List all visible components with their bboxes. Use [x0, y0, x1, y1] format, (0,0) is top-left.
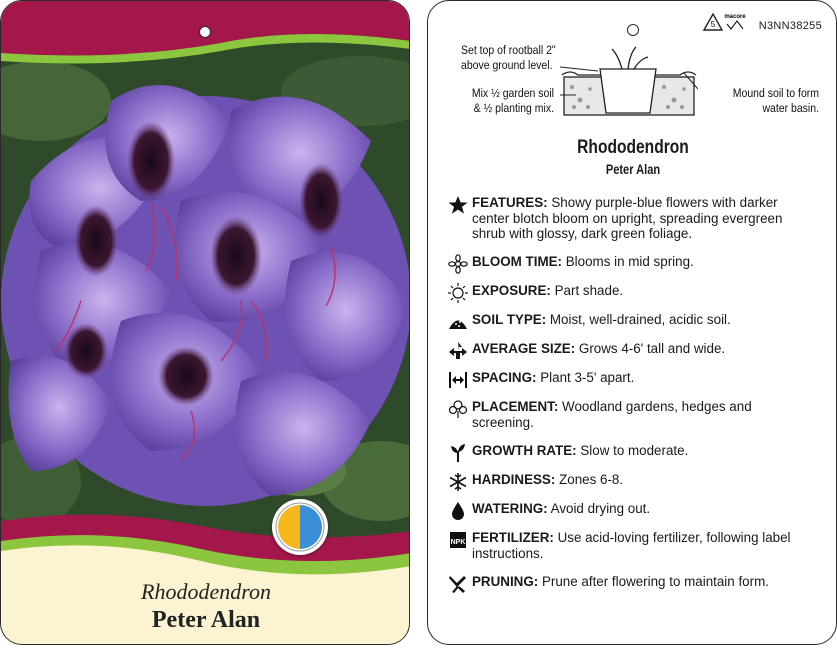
size-icon: [447, 340, 469, 362]
feature-row-growth-rate: GROWTH RATE: Slow to moderate.: [447, 443, 817, 464]
planting-instruction-mound: Mound soil to form water basin.: [732, 86, 819, 115]
feature-row-pruning: PRUNING: Prune after flowering to maintain form.: [447, 574, 817, 595]
placement-icon: [447, 398, 469, 420]
feature-text: Slow to moderate.: [580, 443, 689, 458]
hang-hole: [627, 24, 639, 36]
svg-text:macore: macore: [724, 14, 746, 20]
feature-row-soil-type: SOIL TYPE: Moist, well-drained, acidic soil.: [447, 312, 817, 333]
feature-label: SPACING: [472, 370, 533, 385]
feature-text: Showy purple-blue flowers with darker center blotch bloom on upright, spreading evergreen shrub with glossy, dark green foliage.: [472, 195, 783, 241]
feature-label: WATERING: [472, 501, 544, 516]
star-icon: [447, 194, 469, 216]
feature-text: Avoid drying out.: [550, 501, 651, 516]
svg-text:NPK: NPK: [450, 539, 466, 546]
feature-row-fertilizer: NPK FERTILIZER: Use acid-loving fertilizer, following label instructions.: [447, 530, 817, 561]
feature-text: Woodland gardens, hedges and screening.: [472, 399, 752, 430]
hang-hole: [199, 26, 211, 38]
feature-label: FEATURES: [472, 195, 544, 210]
feature-label: GROWTH RATE: [472, 443, 573, 458]
back-title: Rhododendron: [577, 137, 689, 158]
feature-text: Prune after flowering to maintain form.: [541, 574, 769, 589]
feature-row-placement: PLACEMENT: Woodland gardens, hedges and screening.: [447, 399, 817, 430]
feature-row-watering: WATERING: Avoid drying out.: [447, 501, 817, 522]
feature-label: BLOOM TIME: [472, 254, 558, 269]
feature-label: FERTILIZER: [472, 530, 550, 545]
svg-text:5: 5: [710, 20, 716, 29]
npk-icon: [447, 529, 469, 551]
soil-icon: [447, 311, 469, 333]
front-tag: [0, 0, 410, 645]
planting-instruction-top: Set top of rootball 2" above ground level.: [461, 43, 556, 72]
exposure-badge-icon: [272, 499, 328, 555]
feature-text: Grows 4-6' tall and wide.: [578, 341, 726, 356]
feature-text: Blooms in mid spring.: [565, 254, 694, 269]
spacing-icon: [447, 369, 469, 391]
feature-text: Plant 3-5' apart.: [540, 370, 635, 385]
feature-text: Part shade.: [554, 283, 624, 298]
planting-diagram-icon: [560, 45, 698, 119]
feature-text: Zones 6-8.: [559, 472, 624, 487]
front-common-name: Rhododendron: [141, 579, 271, 604]
sku-code: N3NN38255: [758, 20, 822, 32]
feature-label: HARDINESS: [472, 472, 551, 487]
pruner-icon: [447, 573, 469, 595]
recycle-logo-icon: [701, 10, 749, 32]
feature-label: SOIL TYPE: [472, 312, 542, 327]
planting-instruction-mix: Mix ½ garden soil & ½ planting mix.: [471, 86, 554, 115]
feature-row-hardiness: HARDINESS: Zones 6-8.: [447, 472, 817, 493]
front-cultivar-name: Peter Alan: [151, 607, 261, 633]
feature-label: PRUNING: [472, 574, 534, 589]
sun-icon: [447, 282, 469, 304]
back-subtitle: Peter Alan: [605, 162, 661, 177]
snowflake-icon: [447, 471, 469, 493]
flower-icon: [447, 253, 469, 275]
growth-icon: [447, 442, 469, 464]
feature-row-exposure: EXPOSURE: Part shade.: [447, 283, 817, 304]
feature-row-spacing: SPACING: Plant 3-5' apart.: [447, 370, 817, 391]
feature-row-bloom-time: BLOOM TIME: Blooms in mid spring.: [447, 254, 817, 275]
feature-row-average-size: AVERAGE SIZE: Grows 4-6' tall and wide.: [447, 341, 817, 362]
feature-row-features: FEATURES: Showy purple-blue flowers with darker center blotch bloom on upright, spreading evergreen shrub with glossy, dark green foliage.: [447, 195, 817, 242]
water-drop-icon: [447, 500, 469, 522]
feature-label: EXPOSURE: [472, 283, 547, 298]
back-tag: [427, 0, 837, 645]
feature-text: Moist, well-drained, acidic soil.: [549, 312, 731, 327]
feature-label: PLACEMENT: [472, 399, 554, 414]
feature-text: Use acid-loving fertilizer, following label instructions.: [472, 530, 791, 561]
feature-label: AVERAGE SIZE: [472, 341, 571, 356]
flower-photo: [1, 1, 410, 645]
